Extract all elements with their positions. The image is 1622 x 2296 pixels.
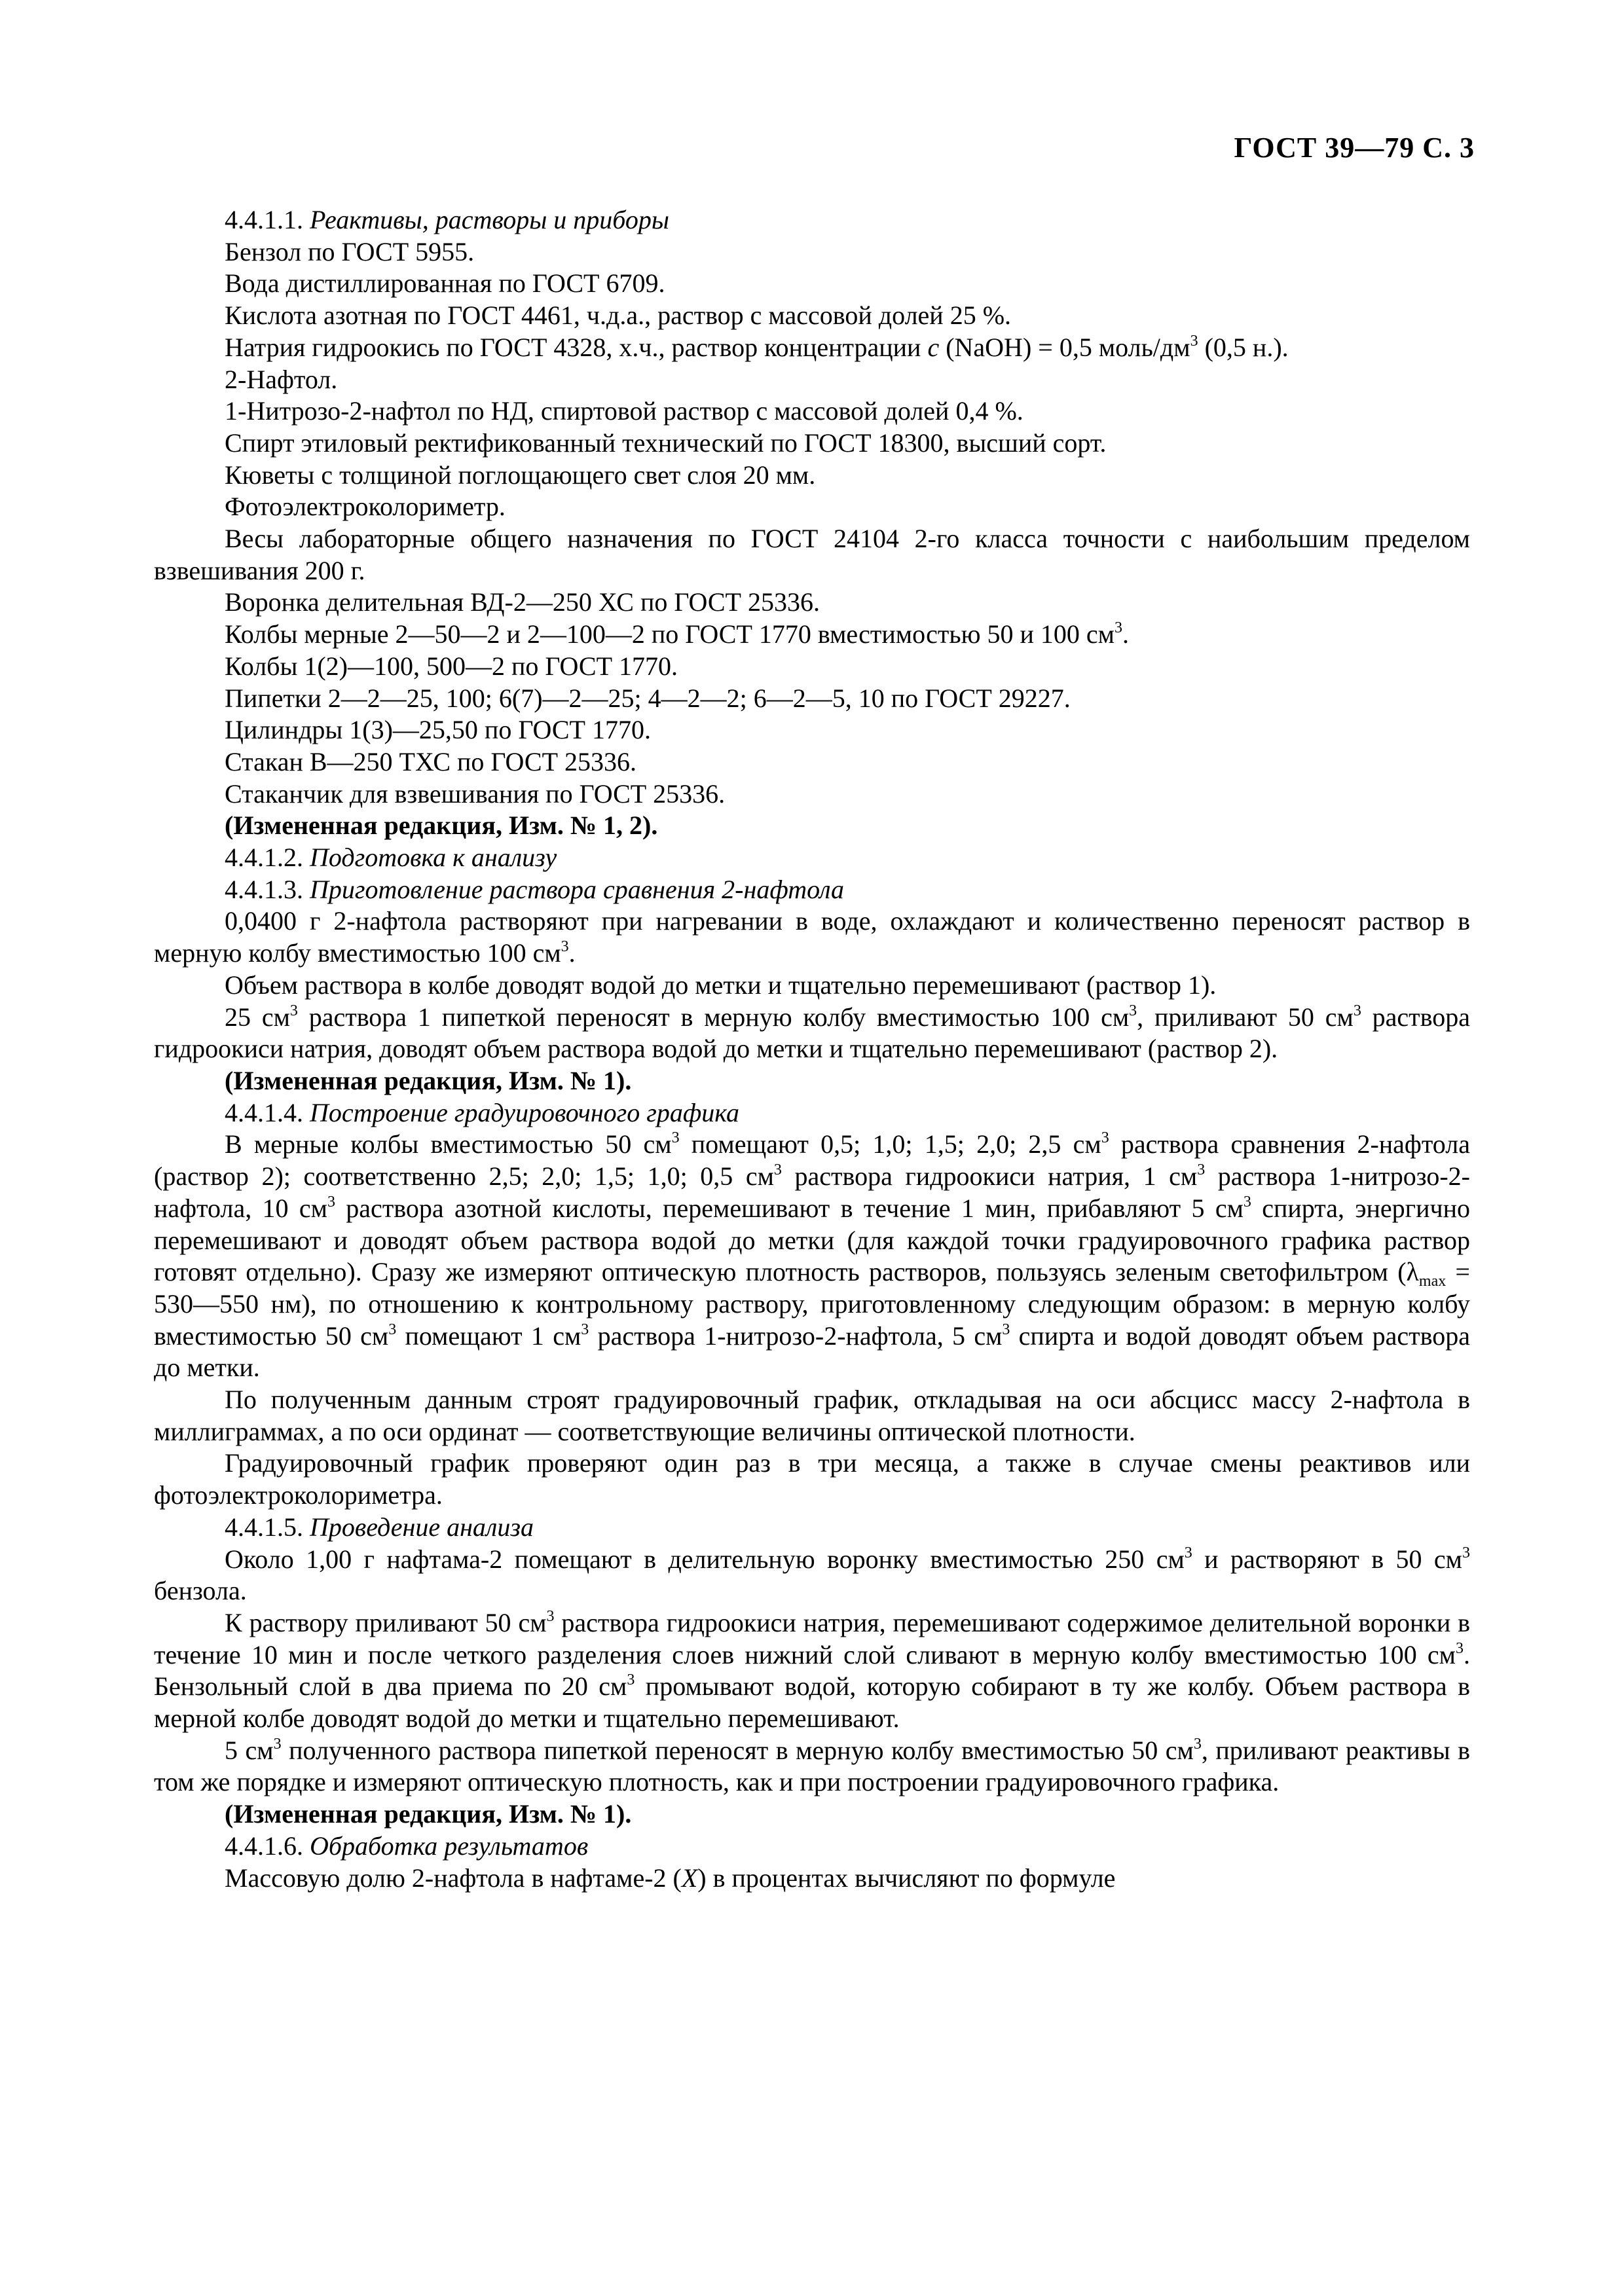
- paragraph: В мерные колбы вместимостью 50 $см^3$ помещают 0,5; 1,0; 1,5; 2,0; 2,5 $см^3$ раствора сравнения 2-нафтола (раствор 2); соответственно 2,5; 2,0; 1,5; 1,0; 0,5 $см^3$ раствора гидроокиси натрия, 1 $см^3$ раствора 1-нитрозо-2-нафтола, 10 $см^3$ раствора азотной кислоты, перемешивают в течение 1 мин, прибавляют 5 $см^3$ спирта, энергично перемешивают и доводят объем раствора водой до метки (для каждой точки градуировочного графика раствор готовят отдельно). Сразу же измеряют оптическую плотность растворов, пользуясь зеленым светофильтром ($\lambda_{max}$ = 530—550 нм), по отношению к контрольному раствору, приготовленному следующим образом: в мерную колбу вместимостью 50 $см^3$ помещают 1 $см^3$ раствора 1-нитрозо-2-нафтола, 5 $см^3$ спирта и водой доводят объем раствора до метки.: [154, 1129, 1471, 1383]
- reagent-item: Стакан В—250 ТХС по ГОСТ 25336.: [225, 746, 637, 776]
- paragraph: 25 $см^3$ раствора 1 пипеткой переносят в мерную колбу вместимостью 100 $см^3$, приливают 50 $см^3$ раствора гидроокиси натрия, доводят объем раствора водой до метки и тщательно перемешивают (раствор 2).: [154, 1002, 1470, 1064]
- section-heading-reagents: 4.4.1.1. Реактивы, растворы и приборы: [225, 205, 669, 234]
- reagent-item: Колбы 1(2)—100, 500—2 по ГОСТ 1770.: [225, 651, 678, 681]
- section-heading-preparation: 4.4.1.2. Подготовка к анализу: [225, 843, 557, 873]
- document-body: [154, 204, 1470, 1894]
- reagent-item: Бензол по ГОСТ 5955.: [225, 236, 475, 266]
- paragraph: Массовую долю 2-нафтола в нафтаме-2 (X) в процентах вычисляют по формуле: [225, 1863, 1116, 1893]
- reagent-item: Кюветы с толщиной поглощающего свет слоя 20 мм.: [225, 460, 816, 490]
- reagent-item: Натрия гидроокись по ГОСТ 4328, х.ч., раствор концентрации c (NaOH) = 0,5 моль/$дм^3$ (0,5 н.).: [225, 332, 1289, 362]
- paragraph: К раствору приливают 50 $см^3$ раствора гидроокиси натрия, перемешивают содержимое делительной воронки в течение 10 мин и после четкого разделения слоев нижний слой сливают в мерную колбу вместимостью 100 $см^3$. Бензольный слой в два приема по 20 $см^3$ промывают водой, которую собирают в ту же колбу. Объем раствора в мерной колбе доводят водой до метки и тщательно перемешивают.: [154, 1607, 1471, 1734]
- amendment-note: (Измененная редакция, Изм. № 1, 2).: [225, 811, 658, 841]
- paragraph: Градуировочный график проверяют один раз в три месяца, а также в случае смены реактивов или фотоэлектроколориметра.: [154, 1448, 1470, 1510]
- paragraph: 5 $см^3$ полученного раствора пипеткой переносят в мерную колбу вместимостью 50 $см^3$, приливают реактивы в том же порядке и измеряют оптическую плотность, как и при построении градуировочного графика.: [154, 1735, 1470, 1797]
- reagent-item: Цилиндры 1(3)—25,50 по ГОСТ 1770.: [225, 715, 651, 745]
- section-heading-calibration: 4.4.1.4. Построение градуировочного графика: [225, 1097, 739, 1127]
- amendment-note: (Измененная редакция, Изм. № 1).: [225, 1799, 632, 1829]
- reagent-item: Воронка делительная ВД-2—250 ХС по ГОСТ 25336.: [225, 587, 820, 617]
- paragraph: Около 1,00 г нафтама-2 помещают в делительную воронку вместимостью 250 $см^3$ и растворяют в 50 $см^3$ бензола.: [154, 1544, 1470, 1606]
- reagent-item: Вода дистиллированная по ГОСТ 6709.: [225, 268, 665, 299]
- reagent-item: Кислота азотная по ГОСТ 4461, ч.д.а., раствор с массовой долей 25 %.: [225, 301, 1012, 331]
- document-reference: ГОСТ 39—79 С. 3: [1234, 132, 1475, 164]
- section-heading-results: 4.4.1.6. Обработка результатов: [225, 1831, 589, 1861]
- reagent-item: Спирт этиловый ректификованный технический по ГОСТ 18300, высший сорт.: [225, 428, 1107, 458]
- reagent-item: Фотоэлектроколориметр.: [225, 492, 506, 522]
- reagent-item: Весы лабораторные общего назначения по ГОСТ 24104 2-го класса точности с наибольшим пределом взвешивания 200 г.: [154, 524, 1470, 585]
- amendment-note: (Измененная редакция, Изм. № 1).: [225, 1065, 632, 1095]
- reagent-item: 1-Нитрозо-2-нафтол по НД, спиртовой раствор с массовой долей 0,4 %.: [225, 396, 1023, 426]
- paragraph: 0,0400 г 2-нафтола растворяют при нагревании в воде, охлаждают и количественно переносят раствор в мерную колбу вместимостью 100 $см^3$.: [154, 906, 1470, 968]
- reagent-item: Стаканчик для взвешивания по ГОСТ 25336.: [225, 778, 726, 809]
- section-heading-analysis: 4.4.1.5. Проведение анализа: [225, 1512, 534, 1542]
- reagent-item: 2-Нафтол.: [225, 364, 338, 394]
- section-heading-reference-solution: 4.4.1.3. Приготовление раствора сравнения 2-нафтола: [225, 874, 845, 904]
- reagent-item: Колбы мерные 2—50—2 и 2—100—2 по ГОСТ 1770 вместимостью 50 и 100 $см^3$.: [225, 619, 1129, 649]
- paragraph: Объем раствора в колбе доводят водой до метки и тщательно перемешивают (раствор 1).: [225, 970, 1217, 1000]
- page-header: [1234, 128, 1475, 168]
- reagent-item: Пипетки 2—2—25, 100; 6(7)—2—25; 4—2—2; 6—2—5, 10 по ГОСТ 29227.: [225, 683, 1071, 713]
- paragraph: По полученным данным строят градуировочный график, откладывая на оси абсцисс массу 2-нафтола в миллиграммах, а по оси ординат — соответствующие величины оптической плотности.: [154, 1385, 1470, 1446]
